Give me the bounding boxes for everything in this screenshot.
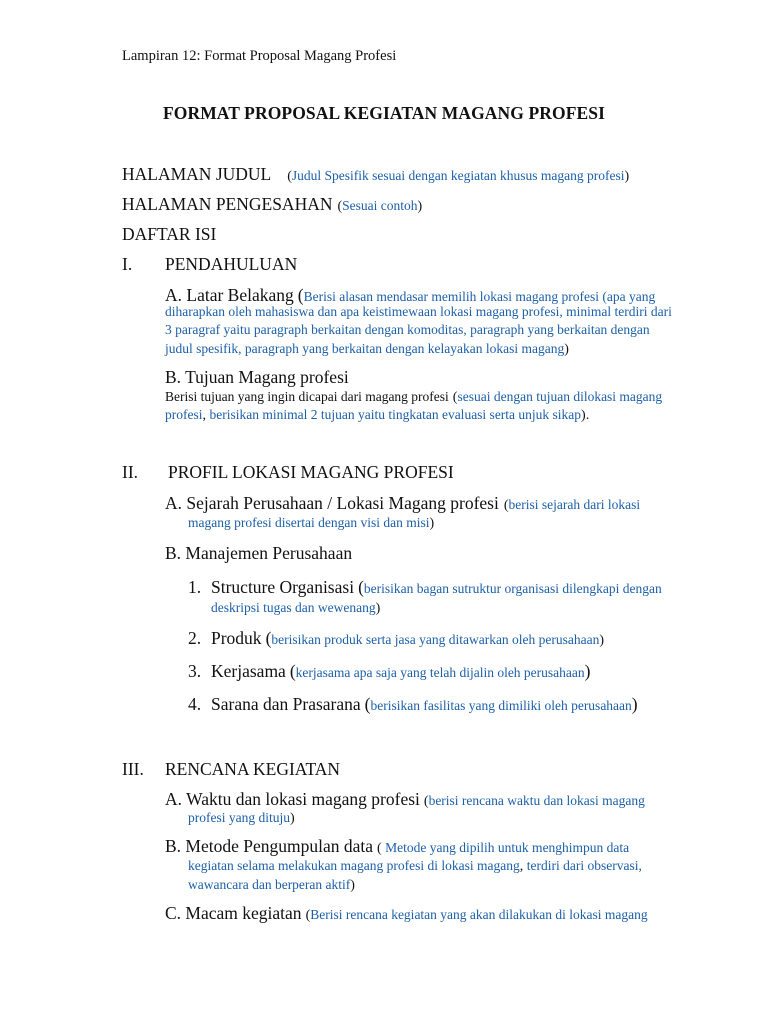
section-1-heading: PENDAHULUAN <box>165 254 298 274</box>
item-label: Kerjasama <box>211 661 286 681</box>
item-number: 3. <box>188 661 202 681</box>
halaman-pengesahan-label: HALAMAN PENGESAHAN <box>122 194 333 214</box>
section-3-b-note-line: kegiatan selama melakukan magang profesi di lokasi magang <box>188 858 520 873</box>
section-2-a-label: A. Sejarah Perusahaan / Lokasi Magang profesi <box>165 493 499 513</box>
item-number: 1. <box>188 577 202 597</box>
section-1-a-label: A. Latar Belakang <box>165 285 294 305</box>
section-1-a-note-last: judul spesifik, paragraph yang berkaitan dengan kelayakan lokasi magang) <box>165 341 569 357</box>
section-3-a-line: A. Waktu dan lokasi magang profesi (berisi rencana waktu dan lokasi magang <box>165 789 645 809</box>
section-3-b-note-2: kegiatan selama melakukan magang profesi di lokasi magang, terdiri dari observasi, <box>188 858 642 874</box>
item-note-line: berisikan bagan sutruktur organisasi dilengkapi dengan <box>363 581 662 596</box>
halaman-pengesahan-line: HALAMAN PENGESAHAN (Sesuai contoh) <box>122 194 423 214</box>
section-3-b-note-line: Metode yang dipilih untuk menghimpun data <box>381 840 630 855</box>
section-1-a-line: A. Latar Belakang (Berisi alasan mendasar memilih lokasi magang profesi (apa yang <box>165 285 656 305</box>
section-3-b-label: B. Metode Pengumpulan data <box>165 836 374 856</box>
item-label: Structure Organisasi <box>211 577 355 597</box>
section-3-b-note-last: wawancara dan berperan aktif) <box>188 877 355 893</box>
section-1-number: I. <box>122 254 133 274</box>
section-3-c-label: C. Macam kegiatan <box>165 903 302 923</box>
section-1-b-note-line: sesuai dengan tujuan dilokasi magang <box>457 389 663 404</box>
section-1-b-note-line: profesi <box>165 407 203 422</box>
page-header: Lampiran 12: Format Proposal Magang Profesi <box>122 48 397 64</box>
item-number: 2. <box>188 628 202 648</box>
section-1-a-note-line: 3 paragraf yaitu paragraph berkaitan dengan komoditas, paragraph yang berkaitan dengan <box>165 322 650 337</box>
section-1-b-text-line: Berisi tujuan yang ingin dicapai dari magang profesi (sesuai dengan tujuan dilokasi magang <box>165 389 663 405</box>
section-2-item-2: 2. Produk (berisikan produk serta jasa yang ditawarkan oleh perusahaan) <box>188 628 605 648</box>
halaman-pengesahan-note: Sesuai contoh <box>342 198 418 213</box>
section-2-a-note-line: berisi sejarah dari lokasi <box>508 497 641 512</box>
section-3-c-line: C. Macam kegiatan (Berisi rencana kegiatan yang akan dilakukan di lokasi magang <box>165 903 648 923</box>
section-3-a-note-last: profesi yang dituju) <box>188 810 295 826</box>
item-note-line: berisikan produk serta jasa yang ditawarkan oleh perusahaan <box>271 632 600 647</box>
section-3-a-label: A. Waktu dan lokasi magang profesi <box>165 789 420 809</box>
section-1-a-note-line: Berisi alasan mendasar memilih lokasi magang profesi (apa yang <box>303 289 656 304</box>
section-3-a-note-line: profesi yang dituju <box>188 810 290 825</box>
section-2-b-label: B. Manajemen Perusahaan <box>165 543 353 563</box>
section-1-b-note-line: berisikan minimal 2 tujuan yaitu tingkatan evaluasi serta unjuk sikap <box>209 407 582 422</box>
daftar-isi-label: DAFTAR ISI <box>122 224 217 244</box>
section-1-a-note-line: diharapkan oleh mahasiswa dan apa keistimewaan lokasi magang profesi, minimal terdiri dari <box>165 304 672 319</box>
item-note-line: kerjasama apa saja yang telah dijalin oleh perusahaan <box>295 665 585 680</box>
item-label: Sarana dan Prasarana <box>211 694 361 714</box>
section-2-a-note-last: magang profesi disertai dengan visi dan misi) <box>188 515 435 531</box>
section-2-item-1: 1. Structure Organisasi (berisikan bagan sutruktur organisasi dilengkapi dengan <box>188 577 662 597</box>
section-2-item-4: 4. Sarana dan Prasarana (berisikan fasilitas yang dimiliki oleh perusahaan) <box>188 694 638 714</box>
section-3-b-note-line: terdiri dari observasi, <box>526 858 642 873</box>
section-3-b-note-line: wawancara dan berperan aktif <box>188 877 351 892</box>
section-1-b-text: Berisi tujuan yang ingin dicapai dari magang profesi <box>165 389 449 404</box>
section-2-item-3: 3. Kerjasama (kerjasama apa saja yang telah dijalin oleh perusahaan) <box>188 661 591 681</box>
item-number: 4. <box>188 694 202 714</box>
section-2-number: II. <box>122 462 139 482</box>
item-note-line: deskripsi tugas dan wewenang <box>211 600 376 615</box>
section-2-item-1-note-last: deskripsi tugas dan wewenang) <box>211 600 381 616</box>
section-2-a-line: A. Sejarah Perusahaan / Lokasi Magang profesi (berisi sejarah dari lokasi <box>165 493 641 513</box>
halaman-judul-label: HALAMAN JUDUL <box>122 164 272 184</box>
item-label: Produk <box>211 628 262 648</box>
item-note-line: berisikan fasilitas yang dimiliki oleh perusahaan <box>370 698 632 713</box>
section-3-number: III. <box>122 759 144 779</box>
section-1-b-label: B. Tujuan Magang profesi <box>165 367 349 387</box>
section-2-heading: PROFIL LOKASI MAGANG PROFESI <box>168 462 454 482</box>
section-3-heading: RENCANA KEGIATAN <box>165 759 341 779</box>
section-1-a-note-line: judul spesifik, paragraph yang berkaitan dengan kelayakan lokasi magang <box>165 341 565 356</box>
section-2-a-note-line: magang profesi disertai dengan visi dan misi <box>188 515 430 530</box>
document-title: FORMAT PROPOSAL KEGIATAN MAGANG PROFESI <box>162 103 606 123</box>
halaman-judul-line: HALAMAN JUDUL (Judul Spesifik sesuai dengan kegiatan khusus magang profesi) <box>122 164 630 184</box>
section-3-a-note-line: berisi rencana waktu dan lokasi magang <box>428 793 645 808</box>
section-3-c-note-line: Berisi rencana kegiatan yang akan dilakukan di lokasi magang <box>310 907 648 922</box>
halaman-judul-note: Judul Spesifik sesuai dengan kegiatan khusus magang profesi <box>291 168 625 183</box>
section-3-b-line: B. Metode Pengumpulan data ( Metode yang dipilih untuk menghimpun data <box>165 836 630 856</box>
section-1-b-note-last: profesi, berisikan minimal 2 tujuan yaitu tingkatan evaluasi serta unjuk sikap). <box>165 407 590 423</box>
